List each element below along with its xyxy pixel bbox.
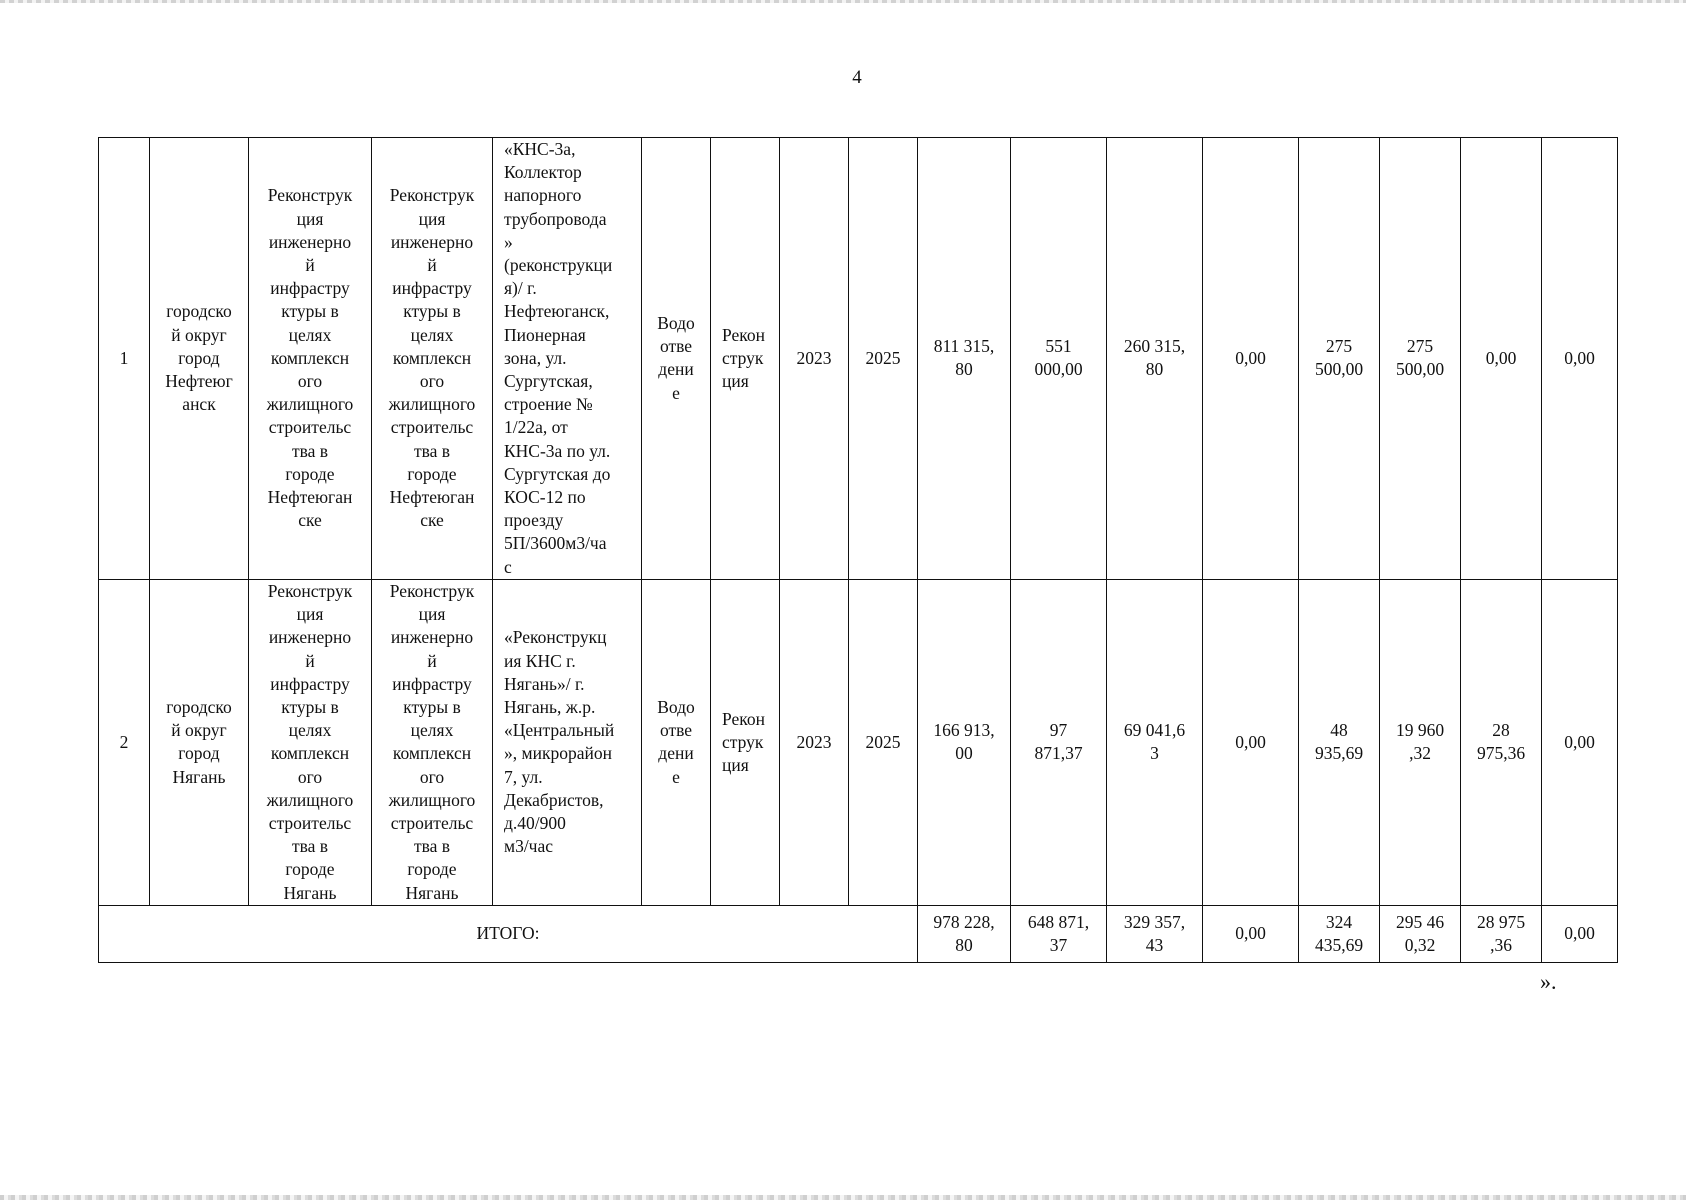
value-cell: 260 315, 80 xyxy=(1107,138,1203,580)
type-cell: Водо отве дени е xyxy=(642,579,711,905)
program-table xyxy=(98,137,1618,963)
value-cell: 275 500,00 xyxy=(1299,138,1380,580)
page-number: 4 xyxy=(852,67,862,88)
municipality-cell: городско й округ город Нефтеюг анск xyxy=(150,138,249,580)
work-type-cell: Рекон струк ция xyxy=(711,138,780,580)
value-cell: 69 041,6 3 xyxy=(1107,579,1203,905)
total-value-cell: 648 871, 37 xyxy=(1011,905,1107,962)
scan-edge-top xyxy=(0,0,1686,3)
table-row xyxy=(99,579,1618,905)
value-cell: 28 975,36 xyxy=(1461,579,1542,905)
value-cell: 0,00 xyxy=(1461,138,1542,580)
closing-quote-mark: ». xyxy=(1540,969,1557,994)
row-number: 1 xyxy=(99,138,150,580)
year-end-cell: 2025 xyxy=(849,579,918,905)
total-value-cell: 324 435,69 xyxy=(1299,905,1380,962)
value-cell: 0,00 xyxy=(1203,138,1299,580)
value-cell: 0,00 xyxy=(1203,579,1299,905)
value-cell: 0,00 xyxy=(1542,138,1618,580)
value-cell: 19 960 ,32 xyxy=(1380,579,1461,905)
total-value-cell: 978 228, 80 xyxy=(918,905,1011,962)
type-cell: Водо отве дени е xyxy=(642,138,711,580)
row-number: 2 xyxy=(99,579,150,905)
object-cell: «КНС-3а, Коллектор напорного трубопровода » (реконструкци я)/ г. Нефтеюганск, Пионерная зона, ул. Сургутская, строение № 1/22а, от КНС-3а по ул. Сургутская до КОС-12 по проезду 5П/3600м3/ча с xyxy=(493,138,642,580)
year-start-cell: 2023 xyxy=(780,138,849,580)
year-start-cell: 2023 xyxy=(780,579,849,905)
total-value-cell: 0,00 xyxy=(1542,905,1618,962)
project-cell: Реконструк ция инженерно й инфрастру ктуры в целях комплексн ого жилищного строительс тва в городе Нефтеюган ске xyxy=(249,138,372,580)
value-cell: 166 913, 00 xyxy=(918,579,1011,905)
total-value-cell: 295 46 0,32 xyxy=(1380,905,1461,962)
total-value-cell: 28 975 ,36 xyxy=(1461,905,1542,962)
total-value-cell: 329 357, 43 xyxy=(1107,905,1203,962)
object-cell: «Реконструкц ия КНС г. Нягань»/ г. Нягань, ж.р. «Центральный », микрорайон 7, ул. Декабристов, д.40/900 м3/час xyxy=(493,579,642,905)
value-cell: 97 871,37 xyxy=(1011,579,1107,905)
value-cell: 811 315, 80 xyxy=(918,138,1011,580)
measure-cell: Реконструк ция инженерно й инфрастру ктуры в целях комплексн ого жилищного строительс тва в городе Нягань xyxy=(372,579,493,905)
total-row xyxy=(99,905,1618,962)
value-cell: 275 500,00 xyxy=(1380,138,1461,580)
value-cell: 0,00 xyxy=(1542,579,1618,905)
total-value-cell: 0,00 xyxy=(1203,905,1299,962)
measure-cell: Реконструк ция инженерно й инфрастру ктуры в целях комплексн ого жилищного строительс тва в городе Нефтеюган ске xyxy=(372,138,493,580)
work-type-cell: Рекон струк ция xyxy=(711,579,780,905)
total-label: ИТОГО: xyxy=(99,905,918,962)
table-row xyxy=(99,138,1618,580)
scan-edge-bottom xyxy=(0,1195,1686,1200)
value-cell: 551 000,00 xyxy=(1011,138,1107,580)
year-end-cell: 2025 xyxy=(849,138,918,580)
project-cell: Реконструк ция инженерно й инфрастру ктуры в целях комплексн ого жилищного строительс тва в городе Нягань xyxy=(249,579,372,905)
value-cell: 48 935,69 xyxy=(1299,579,1380,905)
municipality-cell: городско й округ город Нягань xyxy=(150,579,249,905)
